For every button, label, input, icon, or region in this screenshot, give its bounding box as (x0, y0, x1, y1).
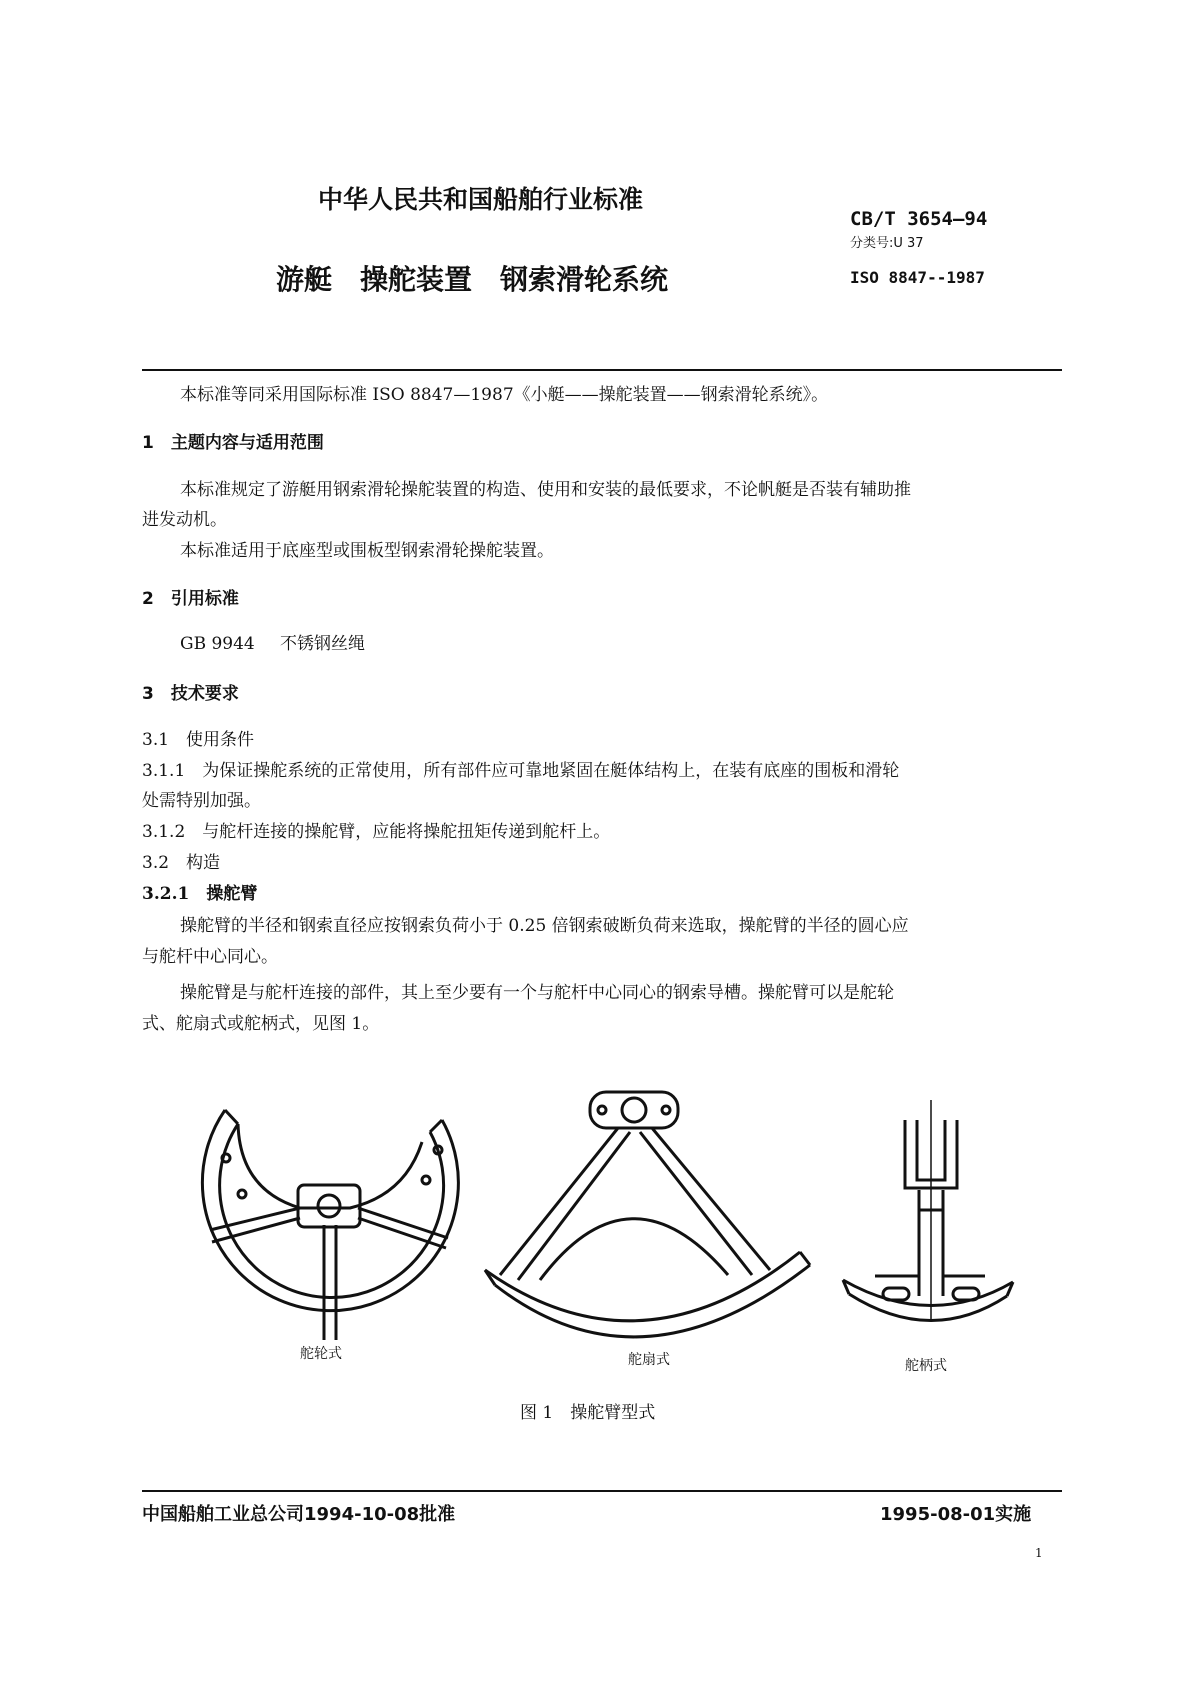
doc-title: 游艇 操舵装置 钢索滑轮系统 (276, 263, 669, 296)
reference-title: 不锈钢丝绳 (280, 634, 365, 654)
figure-label-tiller: 舵柄式 (905, 1358, 947, 1374)
figure-label-wheel: 舵轮式 (300, 1346, 342, 1362)
intro-paragraph: 本标准等同采用国际标准 ISO 8847—1987《小艇——操舵装置——钢索滑轮系统》。 (180, 385, 829, 405)
section-1-paragraph-line: 本标准规定了游艇用钢索滑轮操舵装置的构造、使用和安装的最低要求，不论帆艇是否装有辅助推 (180, 480, 911, 500)
reference-code: GB 9944 (180, 634, 255, 654)
footer-rule (142, 1490, 1062, 1492)
wheel-type-drawing (180, 1090, 480, 1360)
clause-3-1-2: 3.1.2 与舵杆连接的操舵臂，应能将操舵扭矩传递到舵杆上。 (142, 822, 611, 842)
classification-code: 分类号:U 37 (850, 236, 924, 251)
page-number: 1 (1035, 1546, 1043, 1560)
effective-date: 1995-08-01实施 (880, 1504, 1032, 1525)
subsection-3-1-heading: 3.1 使用条件 (142, 730, 255, 750)
clause-3-1-1-line: 3.1.1 为保证操舵系统的正常使用，所有部件应可靠地紧固在艇体结构上，在装有底座的围板和滑轮 (142, 761, 900, 781)
clause-3-2-1-paragraph-line: 与舵杆中心同心。 (142, 947, 278, 967)
tiller-type-drawing (835, 1100, 1025, 1340)
section-1-paragraph-line: 进发动机。 (142, 510, 227, 530)
section-2-heading: 2 引用标准 (142, 589, 239, 609)
clause-3-2-1-paragraph-line: 式、舵扇式或舵柄式，见图 1。 (142, 1014, 380, 1034)
header-rule (142, 369, 1062, 371)
quadrant-type-drawing (470, 1080, 820, 1340)
approval-statement: 中国船舶工业总公司1994-10-08批准 (142, 1504, 456, 1525)
org-title: 中华人民共和国船舶行业标准 (318, 185, 644, 214)
iso-reference: ISO 8847--1987 (850, 268, 985, 287)
clause-3-2-1-paragraph-line: 操舵臂是与舵杆连接的部件，其上至少要有一个与舵杆中心同心的钢索导槽。操舵臂可以是舵轮 (180, 983, 894, 1003)
figure-caption: 图 1 操舵臂型式 (520, 1403, 656, 1423)
clause-3-1-1-line: 处需特别加强。 (142, 791, 261, 811)
clause-3-2-1-heading: 3.2.1 操舵臂 (142, 884, 258, 904)
subsection-3-2-heading: 3.2 构造 (142, 853, 221, 873)
std-number: CB/T 3654—94 (850, 208, 988, 230)
figure-label-quadrant: 舵扇式 (628, 1352, 670, 1368)
section-1-heading: 1 主题内容与适用范围 (142, 433, 324, 453)
section-1-scope-paragraph: 本标准适用于底座型或围板型钢索滑轮操舵装置。 (180, 541, 554, 561)
section-3-heading: 3 技术要求 (142, 684, 239, 704)
clause-3-2-1-paragraph-line: 操舵臂的半径和钢索直径应按钢索负荷小于 0.25 倍钢索破断负荷来选取，操舵臂的半径的圆心应 (180, 916, 909, 936)
